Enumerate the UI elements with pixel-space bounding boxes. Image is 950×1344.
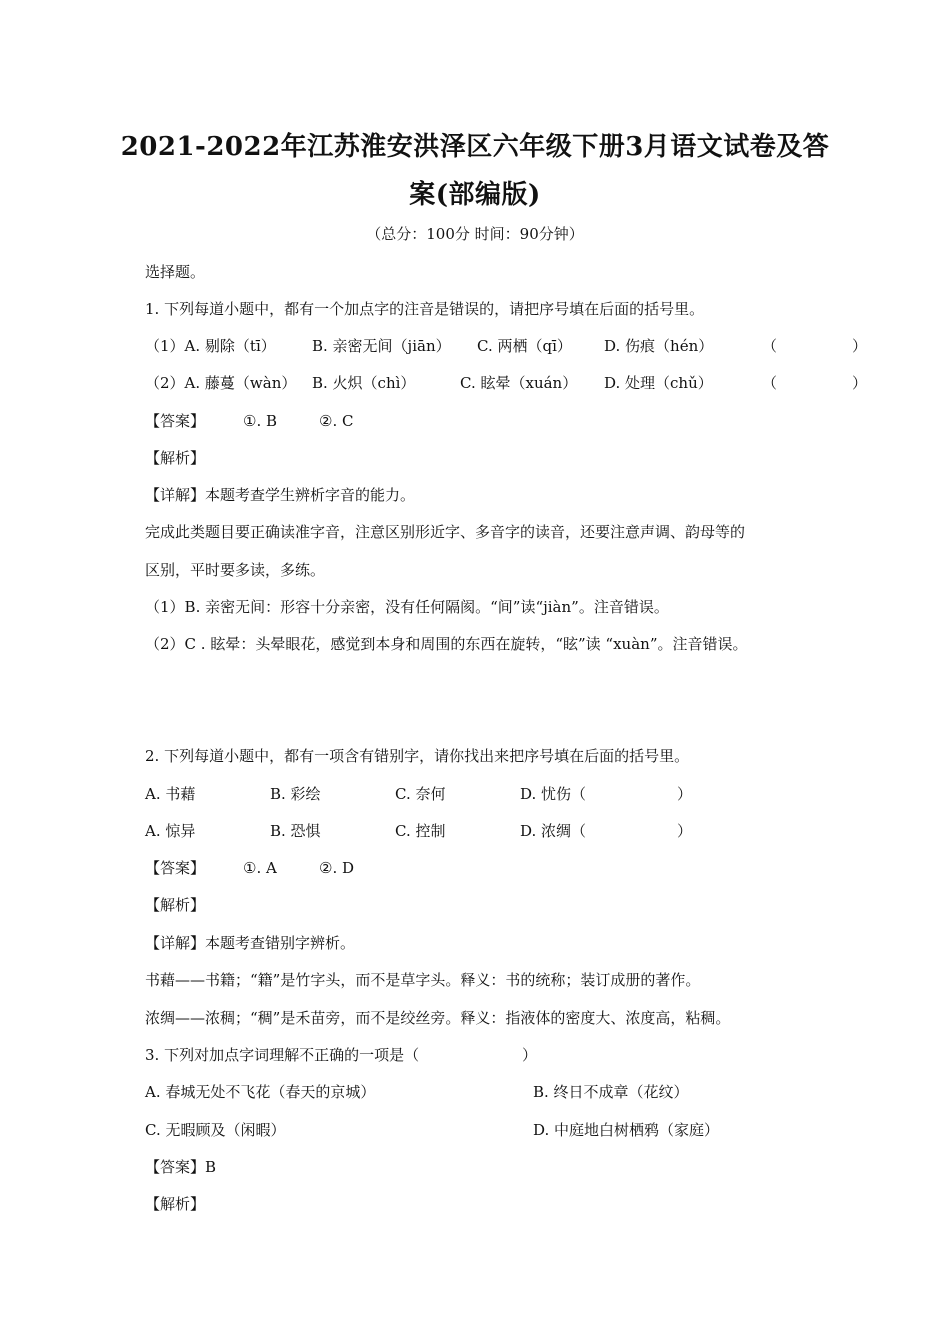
q1-row1-option-a: （1）A. 剔除（tī）	[145, 337, 276, 355]
q1-explanation-line-3: （1）B. 亲密无间：形容十分亲密，没有任何隔阂。“间”读“jiàn”。注音错误。	[145, 598, 669, 616]
q2-analysis-label: 【解析】	[145, 896, 206, 914]
q1-explanation-line-1: 完成此类题目要正确读准字音，注意区别形近字、多音字的读音，还要注意声调、韵母等的	[145, 523, 746, 541]
q2-explanation-line-1: 书藉——书籍；“籍”是竹字头，而不是草字头。释义：书的统称；装订成册的著作。	[145, 971, 701, 989]
q2-row1-option-c: C. 奈何	[395, 785, 446, 803]
q1-row2-option-b: B. 火炽（chì）	[312, 374, 416, 392]
q1-row2-option-a: （2）A. 藤蔓（wàn）	[145, 374, 297, 392]
q2-row1-option-d: D. 忧伤（	[520, 785, 587, 803]
q2-row1-bracket-close: ）	[677, 785, 693, 803]
q2-answer-label: 【答案】	[145, 859, 206, 877]
q1-row1-bracket-close: ）	[852, 337, 868, 355]
score-time-subtitle: （总分：100分 时间：90分钟）	[366, 225, 584, 243]
q2-row2-option-c: C. 控制	[395, 822, 446, 840]
q3-stem-bracket-close: ）	[522, 1046, 538, 1064]
q3-option-b: B. 终日不成章（花纹）	[533, 1083, 689, 1101]
q2-answer-1: ①. A	[243, 859, 277, 877]
q1-row1-option-d: D. 伤痕（hén）	[604, 337, 714, 355]
q2-row2-option-d: D. 浓绸（	[520, 822, 587, 840]
q2-detail: 【详解】本题考查错别字辨析。	[145, 934, 356, 952]
q1-row2-option-d: D. 处理（chǔ）	[604, 374, 713, 392]
q1-row1-option-b: B. 亲密无间（jiān）	[312, 337, 451, 355]
q2-row2-option-a: A. 惊异	[145, 822, 196, 840]
section-heading: 选择题。	[145, 263, 206, 281]
q2-answer-2: ②. D	[319, 859, 355, 877]
q1-stem: 1. 下列每道小题中，都有一个加点字的注音是错误的，请把序号填在后面的括号里。	[145, 300, 705, 318]
q1-answer-label: 【答案】	[145, 412, 206, 430]
q3-option-a: A. 春城无处不飞花（春天的京城）	[145, 1083, 376, 1101]
q2-row2-bracket-close: ）	[677, 822, 693, 840]
document-title-line-2: 案(部编版)	[409, 180, 541, 210]
q1-explanation-line-4: （2）C . 眩晕：头晕眼花，感觉到本身和周围的东西在旋转，“眩”读 “xuàn”。注音错误。	[145, 635, 748, 653]
q3-option-c: C. 无暇顾及（闲暇）	[145, 1121, 286, 1139]
q3-answer: 【答案】B	[145, 1158, 217, 1176]
document-title-line-1: 2021-2022年江苏淮安洪泽区六年级下册3月语文试卷及答	[120, 132, 830, 162]
q1-row2-bracket-open: （	[762, 374, 778, 392]
q2-row2-option-b: B. 恐惧	[270, 822, 321, 840]
q3-option-d: D. 中庭地白树栖鸦（家庭）	[533, 1121, 720, 1139]
q1-row2-bracket-close: ）	[852, 374, 868, 392]
q2-row1-option-a: A. 书藉	[145, 785, 196, 803]
q1-answer-2: ②. C	[319, 412, 354, 430]
q3-analysis-label: 【解析】	[145, 1195, 206, 1213]
q2-explanation-line-2: 浓绸——浓稠；“稠”是禾苗旁，而不是绞丝旁。释义：指液体的密度大、浓度高，粘稠。	[145, 1009, 731, 1027]
q1-row1-bracket-open: （	[762, 337, 778, 355]
q2-row1-option-b: B. 彩绘	[270, 785, 321, 803]
q1-row2-option-c: C. 眩晕（xuán）	[460, 374, 578, 392]
q1-answer-1: ①. B	[243, 412, 278, 430]
q1-analysis-label: 【解析】	[145, 449, 206, 467]
q3-stem: 3. 下列对加点字词理解不正确的一项是（	[145, 1046, 420, 1064]
q1-explanation-line-2: 区别，平时要多读，多练。	[145, 561, 326, 579]
q1-detail: 【详解】本题考查学生辨析字音的能力。	[145, 486, 416, 504]
q2-stem: 2. 下列每道小题中，都有一项含有错别字，请你找出来把序号填在后面的括号里。	[145, 747, 690, 765]
q1-row1-option-c: C. 两栖（qī）	[477, 337, 572, 355]
